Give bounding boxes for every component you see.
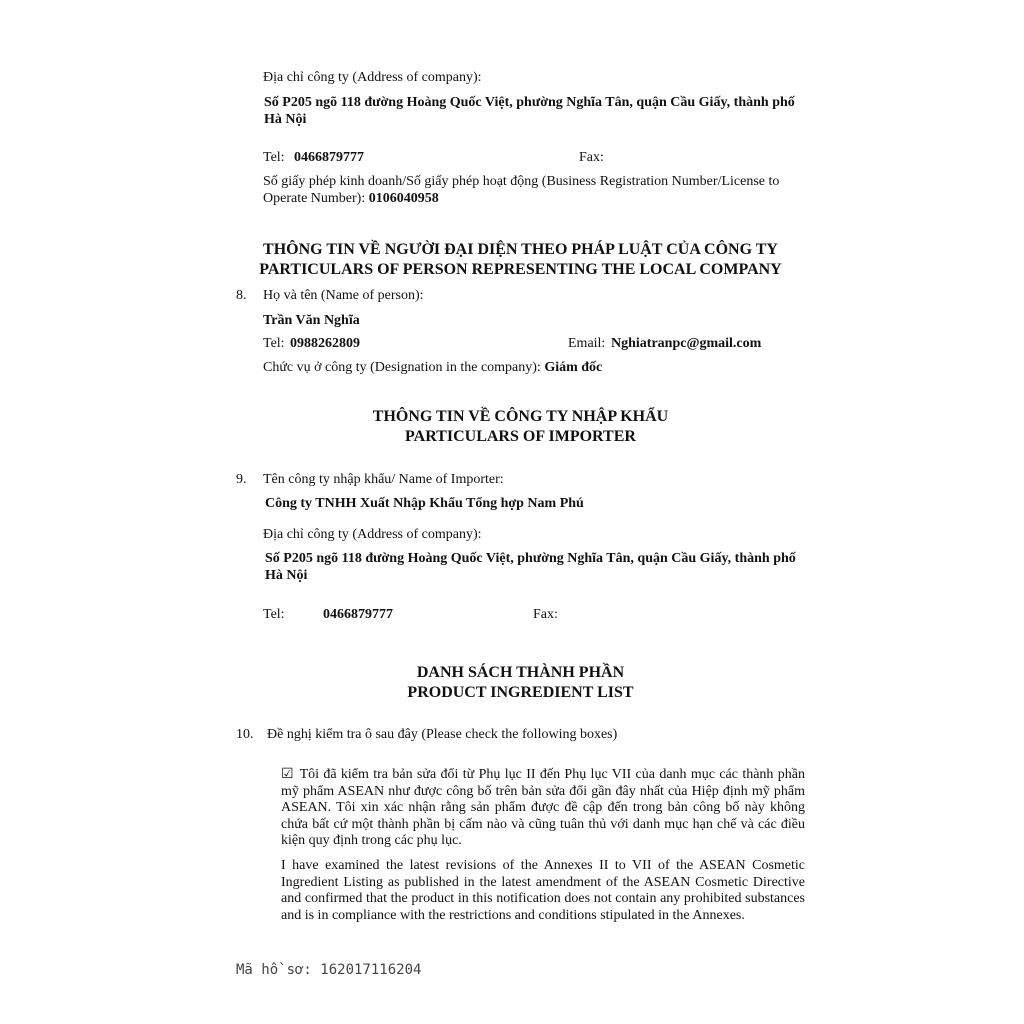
license-label: Số giấy phép kinh doanh/Số giấy phép hoạt động (Business Registration Number/License to Operate Number): (263, 174, 780, 206)
company-address-value: Số P205 ngõ 118 đường Hoàng Quốc Việt, phường Nghĩa Tân, quận Cầu Giấy, thành phố Hà Nội (264, 95, 795, 127)
license-value: 0106040958 (368, 191, 439, 206)
item-number-8: 8. (236, 288, 247, 303)
declaration-en: I have examined the latest revisions of the Annexes II to VII of the ASEAN Cosmetic Ingredient Listing as published in the latest amendment of the ASEAN Cosmetic Directive and confirmed that the product in this notification does not contain any prohibited substances and is in compliance with the restrictions and conditions stipulated in the Annexes. (281, 858, 805, 923)
rep-email-value: Nghiatranpc@gmail.com (611, 336, 762, 351)
ingredients-title-en: PRODUCT INGREDIENT LIST (407, 684, 634, 701)
file-code: Mã hồ sơ: 162017116204 (236, 962, 422, 978)
importer-name-value: Công ty TNHH Xuất Nhập Khẩu Tổng hợp Nam Phú (265, 496, 584, 511)
rep-email-label: Email: (568, 336, 606, 351)
rep-designation-label: Chức vụ ở công ty (Designation in the company): (263, 360, 541, 375)
importer-address-label: Địa chỉ công ty (Address of company): (263, 527, 482, 542)
company-tel-label: Tel: (263, 150, 285, 165)
declaration-vi: Tôi đã kiểm tra bản sửa đổi từ Phụ lục II đến Phụ lục VII của danh mục các thành phần mỹ phẩm ASEAN như được công bố trên bản sửa đổi gần đây nhất của Hiệp định mỹ phẩm ASEAN. Tôi xin xác nhận rằng sản phẩm được đề cập đến trong bản công bố này không chứa bất cứ một thành phần bị cấm nào và cũng tuân thủ với danh mục hạn chế và các điều kiện quy định trong các phụ lục. (281, 767, 805, 849)
ingredients-instruction: Đề nghị kiểm tra ô sau đây (Please check the following boxes) (267, 727, 618, 742)
representative-title-en: PARTICULARS OF PERSON REPRESENTING THE LOCAL COMPANY (259, 261, 782, 278)
ingredients-title-vi: DANH SÁCH THÀNH PHẦN (416, 664, 625, 681)
rep-tel-value: 0988262809 (290, 336, 360, 351)
rep-name-label: Họ và tên (Name of person): (263, 288, 424, 303)
rep-name-value: Trần Văn Nghĩa (263, 313, 360, 328)
importer-title-vi: THÔNG TIN VỀ CÔNG TY NHẬP KHẨU (372, 408, 669, 425)
item-number-10: 10. (236, 727, 254, 742)
company-address-label: Địa chỉ công ty (Address of company): (263, 70, 482, 85)
company-fax-label: Fax: (579, 150, 604, 165)
item-number-9: 9. (236, 472, 247, 487)
importer-name-label: Tên công ty nhập khẩu/ Name of Importer: (263, 472, 504, 487)
compliance-checkbox[interactable]: ☑ (281, 767, 294, 782)
rep-designation-row (263, 359, 602, 376)
rep-tel-label: Tel: (263, 336, 285, 351)
representative-title-vi: THÔNG TIN VỀ NGƯỜI ĐẠI DIỆN THEO PHÁP LUẬT CỦA CÔNG TY (263, 241, 778, 258)
importer-tel-label: Tel: (263, 607, 285, 622)
importer-address-value: Số P205 ngõ 118 đường Hoàng Quốc Việt, phường Nghĩa Tân, quận Cầu Giấy, thành phố Hà Nội (265, 551, 796, 583)
declaration-vi-block (281, 767, 805, 850)
importer-title-en: PARTICULARS OF IMPORTER (405, 428, 636, 445)
license-block (263, 173, 813, 207)
importer-fax-label: Fax: (533, 607, 558, 622)
rep-designation-value: Giám đốc (544, 360, 603, 375)
importer-tel-value: 0466879777 (323, 607, 393, 622)
company-tel-value: 0466879777 (294, 150, 364, 165)
